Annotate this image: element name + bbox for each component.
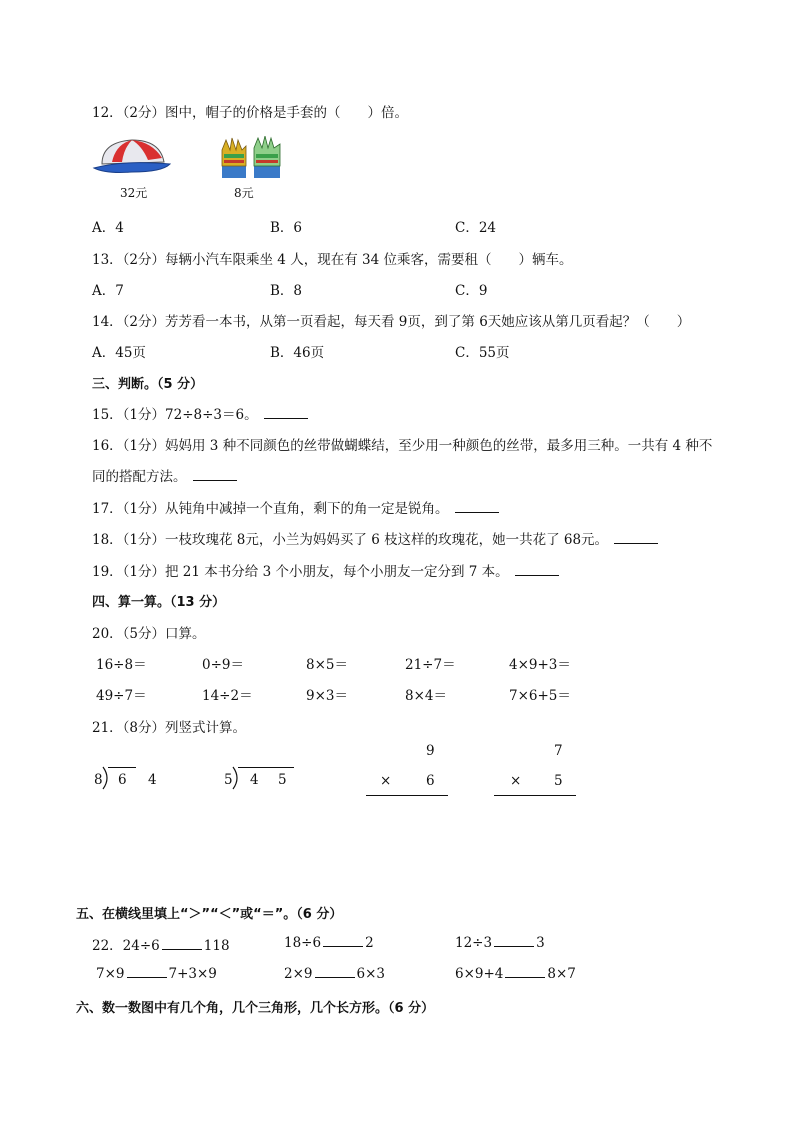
q13-stem: 13．（2分）每辆小汽车限乘坐 4 人，现在有 34 位乘客，需要租（ ）辆车。 [92,252,573,268]
q14-option-c[interactable]: C．55页 [455,345,510,361]
q12-option-b[interactable]: B．6 [270,220,303,236]
q22-r1-c3 [455,934,545,951]
mul1-bottom: 6 [426,773,435,789]
q15-text: 15．（1分）72÷8÷3＝6。 [92,407,258,423]
q12-option-a[interactable]: A．4 [92,220,124,236]
q20-r2-c2: 14÷2＝ [202,688,253,704]
div1-digit-1: 6 [118,772,127,788]
q16-answer-blank[interactable] [193,468,237,481]
q13-option-a[interactable]: A．7 [92,283,124,299]
q18-text: 18．（1分）一枝玫瑰花 8元，小兰为妈妈买了 6 枝这样的玫瑰花，她一共花了 68元。 [92,532,609,548]
q14-option-b[interactable]: B．46页 [270,345,325,361]
q18-answer-blank[interactable] [614,531,658,544]
q19-answer-blank[interactable] [515,563,559,576]
div2-divisor: 5 [224,772,233,788]
q16-text-2: 同的搭配方法。 [92,469,187,485]
q14-option-a[interactable]: A．45页 [92,345,146,361]
q16-line1: 16．（1分）妈妈用 3 种不同颜色的丝带做蝴蝶结，至少用一种颜色的丝带，最多用三种。一共有 4 种不 [92,438,713,454]
q22-r1-c2-left: 18÷6 [284,935,322,951]
cap-price: 32元 [120,186,148,200]
q13-option-c[interactable]: C．9 [455,283,488,299]
q19 [92,560,559,580]
q21-stem: 21．（8分）列竖式计算。 [92,720,247,736]
q20-r2-c3: 9×3＝ [306,688,348,704]
q17-text: 17．（1分）从钝角中减掉一个直角，剩下的角一定是锐角。 [92,501,449,517]
q12-stem: 12．（2分）图中，帽子的价格是手套的（ ）倍。 [92,105,409,121]
q17 [92,497,499,517]
q13-option-b[interactable]: B．8 [270,283,303,299]
q15-answer-blank[interactable] [264,406,308,419]
q22-r2-c3 [455,965,576,982]
q20-r1-c2: 0÷9＝ [202,657,244,673]
q22-r2-c2-left: 2×9 [284,966,313,982]
q12-option-c[interactable]: C．24 [455,220,497,236]
q22-r2-c1 [96,965,217,982]
q22-r2-c2-right: 6×3 [356,966,385,982]
div1-divisor: 8 [94,772,103,788]
q22-r2-c2-blank[interactable] [315,965,355,978]
cap-image [92,136,174,180]
q20-r1-c1: 16÷8＝ [96,657,147,673]
q17-answer-blank[interactable] [455,500,499,513]
mul1-top: 9 [426,743,435,759]
q22-r1-c1-blank[interactable] [162,937,202,950]
q22-r1-c1-left: 22．24÷6 [92,938,160,954]
q22-r1-c1 [92,934,230,954]
q20-r2-c4: 8×4＝ [405,688,447,704]
q22-r1-c3-blank[interactable] [494,934,534,947]
q22-r1-c1-right: 118 [203,938,230,954]
q15 [92,403,308,423]
q22-r2-c3-right: 8×7 [547,966,576,982]
q22-r2-c3-blank[interactable] [505,965,545,978]
div1-digit-2: 4 [148,772,157,788]
glove-price: 8元 [234,186,254,200]
q22-r1-c3-left: 12÷3 [455,935,493,951]
q22-r2-c1-left: 7×9 [96,966,125,982]
q19-text: 19．（1分）把 21 本书分给 3 个小朋友，每个小朋友一定分到 7 本。 [92,564,509,580]
div2-digit-2: 5 [278,772,287,788]
q22-r1-c3-right: 3 [536,935,545,951]
mul1-op: × [380,773,392,789]
div2-bracket-icon [232,766,242,790]
div1-bracket-icon [102,766,112,790]
q22-r2-c1-right: 7+3×9 [168,966,217,982]
q22-r1-c2-right: 2 [365,935,374,951]
q22-r2-c3-left: 6×9+4 [455,966,504,982]
section-5-title: 五、在横线里填上“＞”“＜”或“＝”。（6 分） [76,907,343,922]
q20-r1-c3: 8×5＝ [306,657,348,673]
q16-line2 [92,465,237,485]
q20-r1-c4: 21÷7＝ [405,657,456,673]
mul2-op: × [510,773,522,789]
q20-r2-c5: 7×6+5＝ [509,688,571,704]
mul2-top: 7 [554,743,563,759]
q18 [92,528,658,548]
q20-r1-c5: 4×9+3＝ [509,657,571,673]
section-3-title: 三、判断。（5 分） [92,377,204,392]
section-4-title: 四、算一算。（13 分） [92,595,226,610]
q22-r2-c2 [284,965,385,982]
q22-r2-c1-blank[interactable] [127,965,167,978]
gloves-image [218,136,286,182]
q20-r2-c1: 49÷7＝ [96,688,147,704]
section-6-title: 六、数一数图中有几个角，几个三角形，几个长方形。（6 分） [76,1001,435,1016]
div2-digit-1: 4 [250,772,259,788]
q14-stem: 14．（2分）芳芳看一本书，从第一页看起，每天看 9页，到了第 6天她应该从第几页看起？（ ） [92,314,691,330]
q20-stem: 20．（5分）口算。 [92,626,206,642]
q22-r1-c2-blank[interactable] [323,934,363,947]
q22-r1-c2 [284,934,374,951]
mul2-bottom: 5 [554,773,563,789]
